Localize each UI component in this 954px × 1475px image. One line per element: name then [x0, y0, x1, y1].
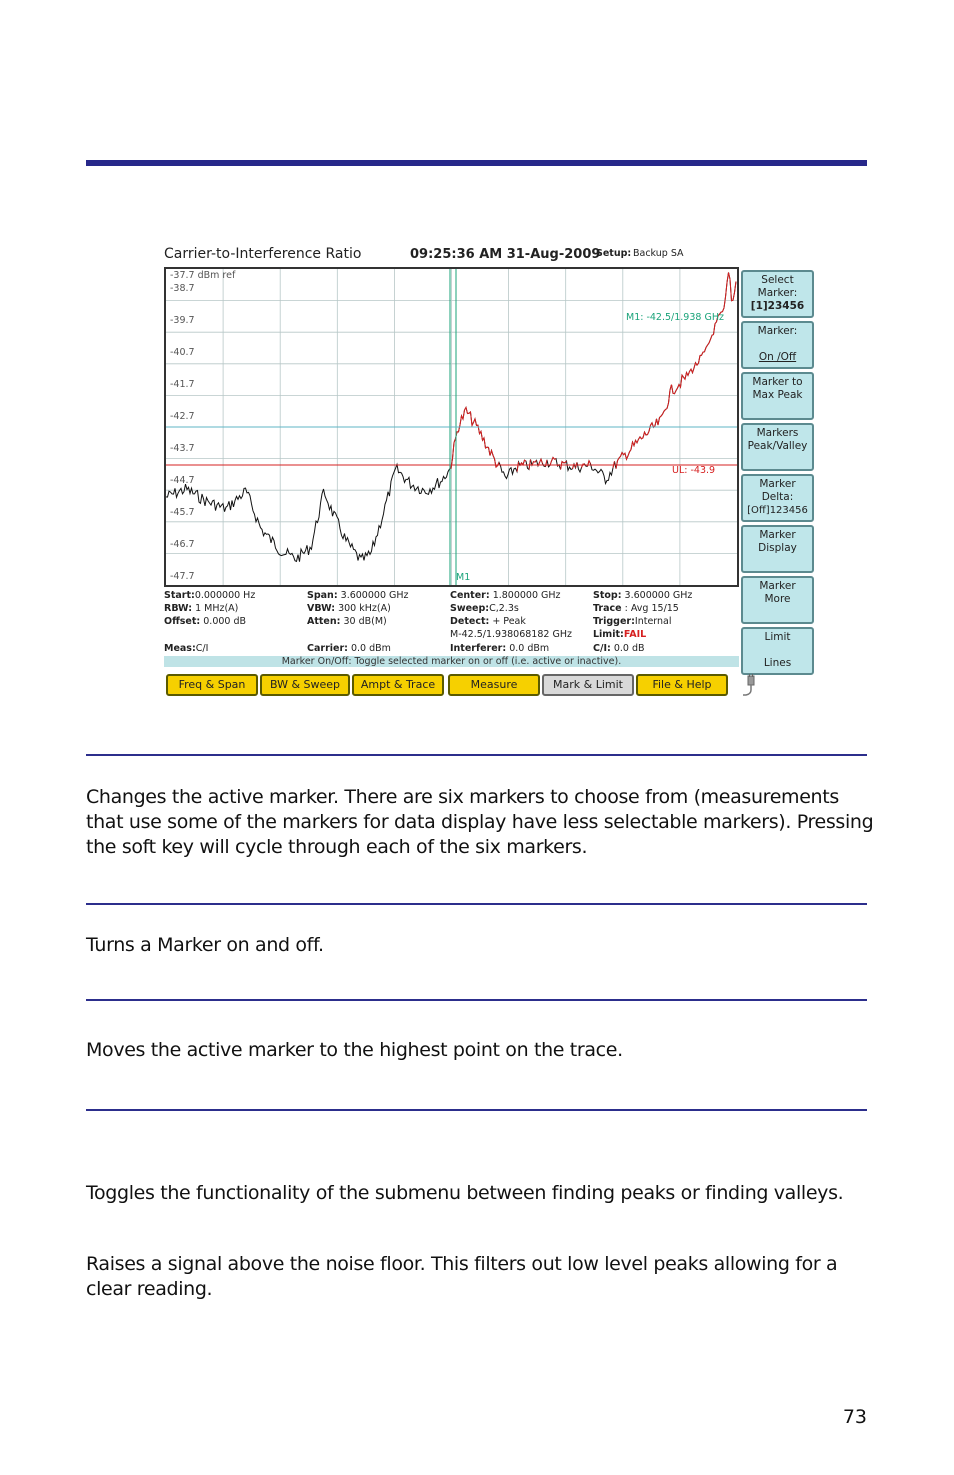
softkey-marker-delta[interactable]: Marker Delta: [Off]123456: [741, 474, 814, 522]
power-plug-icon: [742, 674, 760, 698]
info-start: Start:0.000000 Hz: [164, 590, 256, 601]
analyzer-screenshot: [160, 242, 818, 702]
info-center: Center: 1.800000 GHz: [450, 590, 561, 601]
spectrum-graph: [164, 267, 739, 587]
y-tick-label: -40.7: [170, 347, 195, 358]
y-tick-label: -45.7: [170, 507, 195, 518]
softkey-markers-peak-valley[interactable]: Markers Peak/Valley: [741, 423, 814, 471]
section-text-threshold: Raises a signal above the noise floor. This filters out low level peaks allowing for a clear reading.: [86, 1253, 838, 1300]
marker-tag: M1: [456, 572, 471, 583]
tab-file-help[interactable]: File & Help: [636, 674, 728, 696]
softkey-marker-more[interactable]: Marker More: [741, 576, 814, 624]
info-rbw: RBW: 1 MHz(A): [164, 603, 239, 614]
y-tick-label: -41.7: [170, 379, 195, 390]
info-span: Span: 3.600000 GHz: [307, 590, 409, 601]
section-rule: [86, 999, 867, 1001]
y-tick-label: -38.7: [170, 283, 195, 294]
info-limit: Limit:FAIL: [593, 629, 647, 640]
info-offset: Offset: 0.000 dB: [164, 616, 247, 627]
screen-datetime: 09:25:36 AM 31-Aug-2009: [410, 247, 601, 262]
trace-line-fail: [450, 273, 737, 472]
header-rule: [86, 160, 867, 166]
marker-readout: M1: -42.5/1.938 GHz: [626, 312, 724, 323]
section-rule: [86, 903, 867, 905]
help-bar: Marker On/Off: Toggle selected marker on or off (i.e. active or inactive).: [164, 656, 739, 667]
info-vbw: VBW: 300 kHz(A): [307, 603, 391, 614]
info-trigger: Trigger:Internal: [593, 616, 672, 627]
softkey-marker-display[interactable]: Marker Display: [741, 525, 814, 573]
info-stop: Stop: 3.600000 GHz: [593, 590, 693, 601]
section-text-peak-valley: Toggles the functionality of the submenu between finding peaks or finding valleys.: [86, 1182, 844, 1204]
tab-mark-limit[interactable]: Mark & Limit: [542, 674, 634, 696]
page-number: 73: [842, 1406, 867, 1428]
info-trace: Trace : Avg 15/15: [593, 603, 679, 614]
y-tick-label: -44.7: [170, 475, 195, 486]
info-meas: Meas:C/I: [164, 643, 209, 654]
y-tick-label: -47.7: [170, 571, 195, 582]
section-rule: [86, 1109, 867, 1111]
section-text-select-marker: Changes the active marker. There are six markers to choose from (measurements that use some of the markers for data display have less selectable markers). Pressing the soft key will cycle through each of the six markers.: [86, 786, 874, 858]
y-tick-label: -46.7: [170, 539, 195, 550]
y-tick-label: -39.7: [170, 315, 195, 326]
softkey-select-marker[interactable]: Select Marker: [1]23456: [741, 270, 814, 318]
info-interferer: Interferer: 0.0 dBm: [450, 643, 550, 654]
limit-label: UL: -43.9: [672, 465, 716, 476]
section-text-marker-on-off: Turns a Marker on and off.: [86, 934, 324, 956]
setup-value: Backup SA: [633, 248, 684, 259]
info-detect: Detect: + Peak: [450, 616, 526, 627]
tab-freq-span[interactable]: Freq & Span: [166, 674, 258, 696]
info-carrier: Carrier: 0.0 dBm: [307, 643, 391, 654]
info-ci: C/I: 0.0 dB: [593, 643, 645, 654]
info-marker-freq: M-42.5/1.938068182 GHz: [450, 629, 572, 640]
tab-measure[interactable]: Measure: [448, 674, 540, 696]
tab-bw-sweep[interactable]: BW & Sweep: [260, 674, 350, 696]
y-tick-label: -43.7: [170, 443, 195, 454]
section-text-max-peak: Moves the active marker to the highest point on the trace.: [86, 1039, 623, 1061]
info-atten: Atten: 30 dB(M): [307, 616, 387, 627]
softkey-limit-lines[interactable]: Limit Lines: [741, 627, 814, 675]
y-tick-label: -42.7: [170, 411, 195, 422]
screen-title: Carrier-to-Interference Ratio: [164, 246, 362, 262]
softkey-marker-to-max-peak[interactable]: Marker to Max Peak: [741, 372, 814, 420]
section-rule: [86, 754, 867, 756]
info-sweep: Sweep:C,2.3s: [450, 603, 519, 614]
softkey-marker-on-off[interactable]: Marker: On /Off: [741, 321, 814, 369]
setup-label: Setup:: [596, 248, 632, 259]
ref-level-label: -37.7 dBm ref: [170, 270, 236, 281]
tab-ampt-trace[interactable]: Ampt & Trace: [352, 674, 444, 696]
